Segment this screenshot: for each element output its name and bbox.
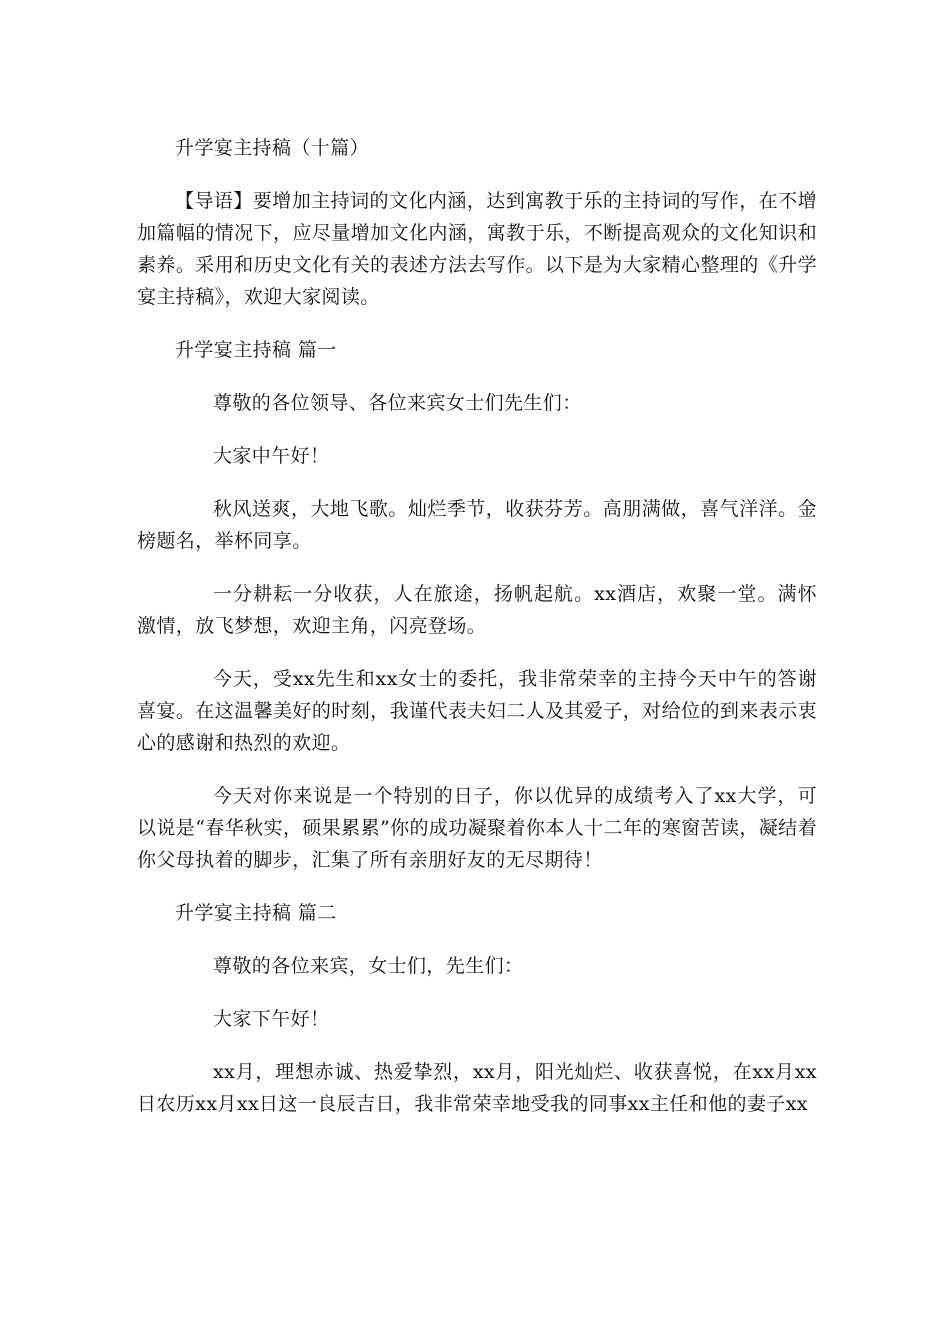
section-two-paragraph-3: xx月，理想赤诚、热爱挚烈，xx月，阳光灿烂、收获喜悦，在xx月xx日农历xx月xx日这一良辰吉日，我非常荣幸地受我的同事xx主任和他的妻子xx <box>137 1061 817 1115</box>
section-one-paragraph-5: 今天，受xx先生和xx女士的委托，我非常荣幸的主持今天中午的答谢喜宴。在这温馨美好的时刻，我谨代表夫妇二人及其爱子，对给位的到来表示衷心的感谢和热烈的欢迎。 <box>137 668 817 754</box>
document-title: 升学宴主持稿（十篇） <box>175 137 370 159</box>
section-two-paragraph-2: 大家下午好！ <box>213 1008 330 1030</box>
document-content <box>137 132 817 1141</box>
section-one-paragraph-4: 一分耕耘一分收获，人在旅途，扬帆起航。xx酒店，欢聚一堂。满怀激情，放飞梦想，欢迎主角，闪亮登场。 <box>137 583 817 637</box>
section-one-paragraph-2: 大家中午好！ <box>213 445 330 467</box>
section-heading-one: 升学宴主持稿 篇一 <box>175 339 337 361</box>
section-one-paragraph-1: 尊敬的各位领导、各位来宾女士们先生们： <box>213 392 582 414</box>
section-one-paragraph-6: 今天对你来说是一个特别的日子，你以优异的成绩考入了xx大学，可以说是“春华秋实，硕果累累”你的成功凝聚着你本人十二年的寒窗苦读，凝结着你父母执着的脚步，汇集了所有亲朋好友的无尽期待！ <box>137 785 817 871</box>
intro-paragraph: 【导语】要增加主持词的文化内涵，达到寓教于乐的主持词的写作，在不增加篇幅的情况下，应尽量增加文化内涵，寓教于乐，不断提高观众的文化知识和素养。采用和历史文化有关的表述方法去写作。以下是为大家精心整理的《升学宴主持稿》，欢迎大家阅读。 <box>137 190 817 308</box>
section-heading-two: 升学宴主持稿 篇二 <box>175 902 337 924</box>
section-one-paragraph-3: 秋风送爽，大地飞歌。灿烂季节，收获芬芳。高朋满做，喜气洋洋。金榜题名，举杯同享。 <box>137 498 817 552</box>
section-two-paragraph-1: 尊敬的各位来宾，女士们，先生们： <box>213 955 524 977</box>
